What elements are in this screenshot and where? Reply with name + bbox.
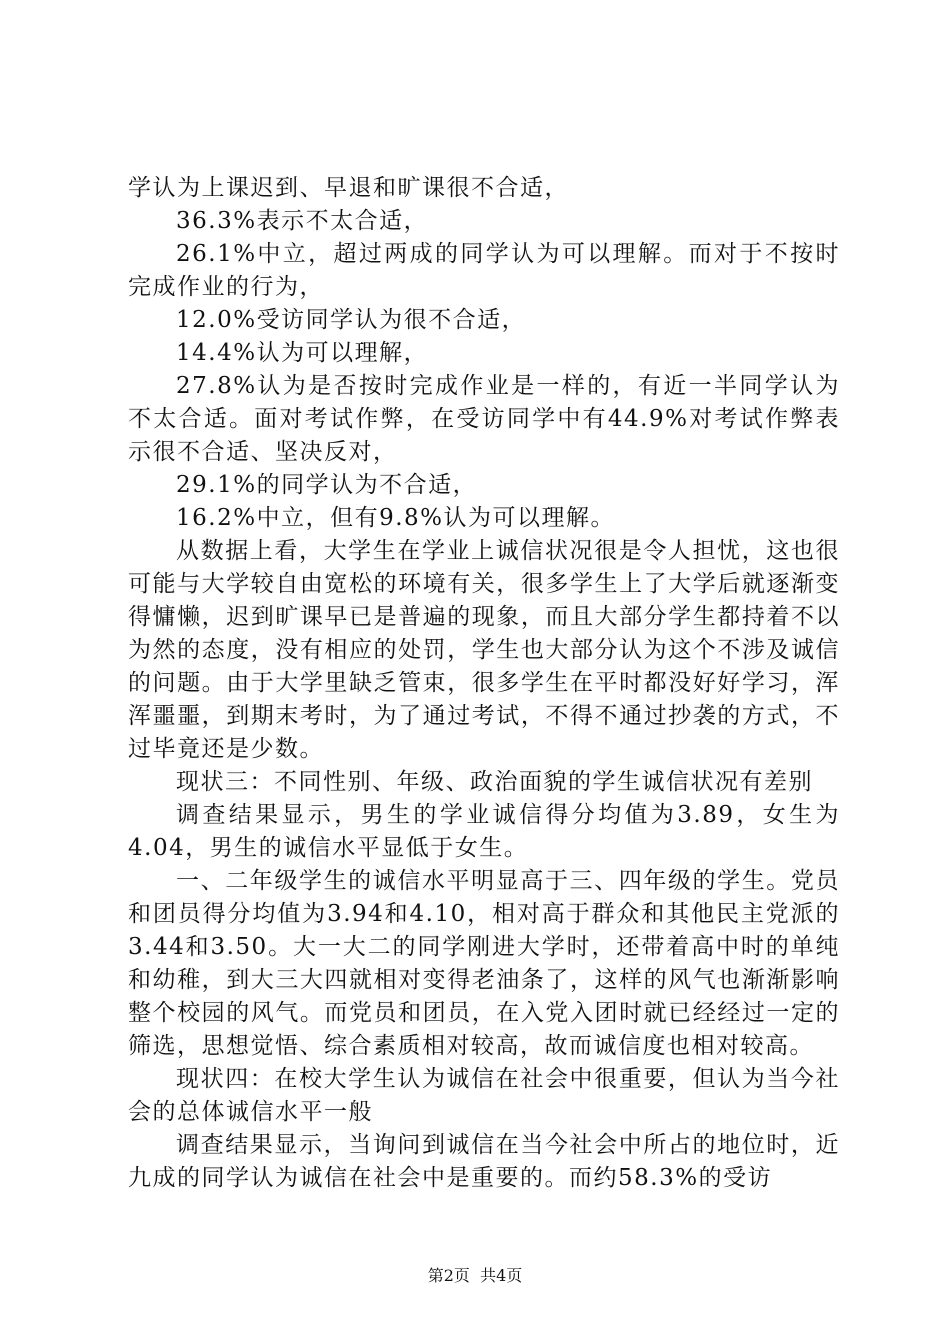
paragraph: 29.1%的同学认为不合适，: [176, 472, 478, 498]
paragraph: 16.2%中立，但有9.8%认为可以理解。: [176, 505, 615, 531]
paragraph: 14.4%认为可以理解，: [176, 340, 429, 366]
paragraph: 12.0%受访同学认为很不合适，: [176, 307, 527, 333]
paragraph: 学认为上课迟到、早退和旷课很不合适，: [128, 175, 569, 201]
paragraph: 现状三：不同性别、年级、政治面貌的学生诚信状况有差别: [176, 769, 813, 795]
page-footer: [0, 1263, 950, 1286]
paragraph: 26.1%中立，超过两成的同学认为可以理解。而对于不按时完成作业的行为，: [128, 241, 840, 300]
paragraph: 现状四：在校大学生认为诚信在社会中很重要，但认为当今社会的总体诚信水平一般: [128, 1066, 840, 1125]
paragraph: 一、二年级学生的诚信水平明显高于三、四年级的学生。党员和团员得分均值为3.94和4.10，相对高于群众和其他民主党派的3.44和3.50。大一大二的同学刚进大学时，还带着高中时的单纯和幼稚，到大三大四就相对变得老油条了，这样的风气也渐渐影响整个校园的风气。而党员和团员，在入党入团时就已经经过一定的筛选，思想觉悟、综合素质相对较高，故而诚信度也相对较高。: [128, 868, 840, 1059]
paragraph: 调查结果显示，男生的学业诚信得分均值为3.89，女生为4.04，男生的诚信水平显低于女生。: [128, 802, 840, 861]
paragraph: 36.3%表示不太合适，: [176, 208, 429, 234]
document-body: [128, 172, 840, 1195]
page-number: 第2页 共4页: [427, 1266, 523, 1285]
paragraph: 27.8%认为是否按时完成作业是一样的，有近一半同学认为不太合适。面对考试作弊，在受访同学中有44.9%对考试作弊表示很不合适、坚决反对，: [128, 373, 840, 465]
paragraph: 调查结果显示，当询问到诚信在当今社会中所占的地位时，近九成的同学认为诚信在社会中是重要的。而约58.3%的受访: [128, 1132, 840, 1191]
paragraph: 从数据上看，大学生在学业上诚信状况很是令人担忧，这也很可能与大学较自由宽松的环境有关，很多学生上了大学后就逐渐变得慵懒，迟到旷课早已是普遍的现象，而且大部分学生都持着不以为然的态度，没有相应的处罚，学生也大部分认为这个不涉及诚信的问题。由于大学里缺乏管束，很多学生在平时都没好好学习，浑浑噩噩，到期末考时，为了通过考试，不得不通过抄袭的方式，不过毕竟还是少数。: [128, 538, 840, 762]
